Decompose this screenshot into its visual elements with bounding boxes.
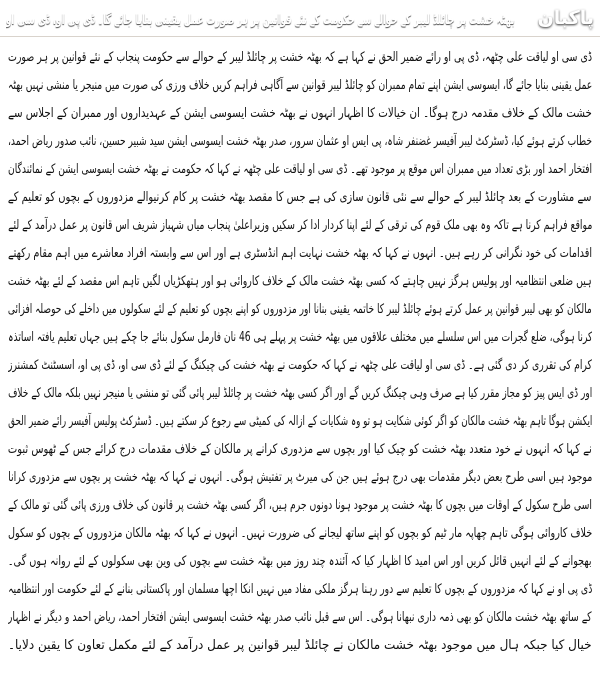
article-line: کرام کی تقرری کر دی گئی ہے۔ ڈی سی او لیاقت علی چٹھہ نے کہا کہ حکومت نے بھٹہ خشت کی چیکنگ کے لئے ڈی سی او، ڈی پی او، اسسٹنٹ کمشنرز <box>8 358 592 373</box>
article-line: موجود ہیں اسی طرح بعض دیگر مقدمات بھی درج ہوئے ہیں جن کی میرٹ پر تفتیش ہوگی۔ انہوں نے کہا کہ بھٹہ خشت پر بچوں سے مزدوری کرانا <box>8 470 592 485</box>
article-line: سے مشاورت کے بعد چائلڈ لیبر کے حوالے سے نئی قانون سازی کی ہے جس کا مقصد بھٹہ خشت پر کام کرنیوالے مزدوروں کے بچوں کو تعلیم کے <box>8 190 592 205</box>
article-line: مالکان کو بھی لیبر قوانین پر عمل کرتے ہوئے چائلڈ لیبر کا خاتمہ یقینی بنانا اور مزدوروں کو اپنے بچوں کو تعلیم کے لئے سکولوں میں داخلے کی حوصلہ افزائی <box>8 302 592 317</box>
article-line: کے ساتھ بھٹہ خشت مالکان کو بھی ذمہ داری نبھانا ہوگی۔ اس سے قبل نائب صدر بھٹہ خشت ایسوسی ایشن افتخار احمد، ریاض احمد و دیگر نے اظہار <box>8 610 592 625</box>
newspaper-logo: پاکبان <box>537 7 594 29</box>
article-line: خشت مالک کے خلاف مقدمہ درج ہوگا۔ ان خیالات کا اظہار انہوں نے بھٹہ خشت ایسوسی ایشن کے عہدیداروں اور ممبران کے اجلاس سے <box>8 106 592 121</box>
article-line: ہیں ضلعی انتظامیہ اور پولیس ہرگز نہیں چاہتے کہ کسی بھٹہ خشت مالک کے خلاف کاروائی ہو اور ہتھکڑیاں لگیں تاہم اس مقصد کے لئے بھٹہ خشت <box>8 274 592 289</box>
article-line: اقدامات کی خود نگرانی کر رہے ہیں۔ انہوں نے کہا کہ بھٹہ خشت نہایت اہم انڈسٹری ہے اور اس سے وابستہ افراد معاشرے میں اہم مقام رکھتے <box>8 246 592 261</box>
article-last-line: خیال کیا جبکہ ہال میں موجود بھٹہ خشت مالکان نے چائلڈ لیبر قوانین پر عمل درآمد کے لئے مکمل تعاون کا یقین دلایا۔ <box>8 638 592 653</box>
angle-separator-icon: ‹ <box>520 1 532 31</box>
article-line: اسی طرح سکول کے اوقات میں بچوں کا بھٹہ خشت پر موجود ہونا دونوں جرم ہیں، اگر کسی بھٹہ خشت پر قانون کی خلاف ورزی پائی گئی تو مالک کے <box>8 498 592 513</box>
article-line: ڈی پی او نے کہا کہ مزدوروں کے بچوں کا تعلیم سے دور رہنا ہرگز ملکی مفاد میں نہیں انکا اچھا مسلمان اور پاکستانی بنانے کے لئے حکومت اور انتظامیہ <box>8 582 592 597</box>
masthead-bar <box>0 0 600 37</box>
article-line: بھجوانے کے لئے انہیں قائل کریں اور اس امید کا اظہار کیا کہ آئندہ چند روز میں بھٹہ خشت سے بچوں کی وین بھی سکولوں کے لئے روانہ ہوں گی۔ <box>8 554 592 569</box>
article-line: نے کہا کہ انہوں نے خود متعدد بھٹہ خشت کو چیک کیا اور بچوں سے مزدوری کرانے پر مالکان کے خلاف مقدمات درج کرائے جس کے ٹھوس ثبوت <box>8 442 592 457</box>
article-line: اور ڈی ایس پیز کو مجاز مقرر کیا ہے صرف وہی چیکنگ کریں گے اور اگر کسی بھٹہ خشت پر چائلڈ لیبر پائی گئی تو منشی یا منیجر نہیں بلکہ مالک کے خلاف <box>8 386 592 401</box>
article-line: افتخار احمد اور بڑی تعداد میں ممبران اس موقع پر موجود تھے۔ ڈی سی او لیاقت علی چٹھہ نے کہا کہ حکومت نے بھٹہ خشت ایسوسی ایشن کے نمائندگان <box>8 162 592 177</box>
article-line: کرنا ہوگی، ضلع گجرات میں اس سلسلے میں مختلف علاقوں میں بھٹہ خشت پر پہلے ہی 46 نان فارمل سکول بنائے جا چکے ہیں جہاں تعلیم یافتہ اساتذہ <box>8 330 592 345</box>
article-line: مواقع فراہم کرنا ہے تاکہ وہ بھی ملک قوم کی ترقی کے لئے اپنا کردار ادا کر سکیں وزیراعلیٰ پنجاب میاں شہباز شریف اس قانون پر عمل درآمد کے لئے <box>8 218 592 233</box>
headline-text: بھٹہ خشت پر چائلڈ لیبر کے حوالے سے حکومت کے نئے قوانین پر ہر صورت عمل یقینی بنایا جائے گا۔ ڈی پی او، ڈی سی او <box>6 11 515 28</box>
article-line: ایکشن ہوگا تاہم بھٹہ خشت مالکان کو اگر کوئی شکایت ہو تو وہ شکایات کے ازالہ کی کمیٹی سے رجوع کر سکتے ہیں۔ ڈسٹرکٹ پولیس آفیسر رائے ضمیر الحق <box>8 414 592 429</box>
article-line: ڈی سی او لیاقت علی چٹھہ، ڈی پی او رائے ضمیر الحق نے کہا ہے کہ بھٹہ خشت پر چائلڈ لیبر کے حوالے سے حکومت پنجاب کے نئے قوانین پر ہر صورت <box>8 50 592 65</box>
article-line: خلاف کاروائی ہوگی تاہم چھاپہ مار ٹیم کو بچوں کو اپنے ساتھ لیجانے کی ضرورت نہیں۔ انہوں نے کہا کہ بھٹہ مالکان مزدوروں کے بچوں کو سکول <box>8 526 592 541</box>
headline <box>6 0 515 37</box>
article-line: عمل یقینی بنایا جائے گا، ایسوسی ایشن اپنے تمام ممبران کو چائلڈ لیبر قوانین سے آگاہی فراہم کریں خلاف ورزی کی صورت میں منیجر یا منشی نہیں بھٹہ <box>8 78 592 93</box>
article-body <box>8 44 592 660</box>
article-line: خطاب کرتے ہوئے کیا، ڈسٹرکٹ لیبر آفیسر غضنفر شاہ، پی ایس او عثمان سرور، صدر بھٹہ خشت ایسوسی ایشن سید شبیر حسین، نائب صدور ریاض احمد، <box>8 134 592 149</box>
